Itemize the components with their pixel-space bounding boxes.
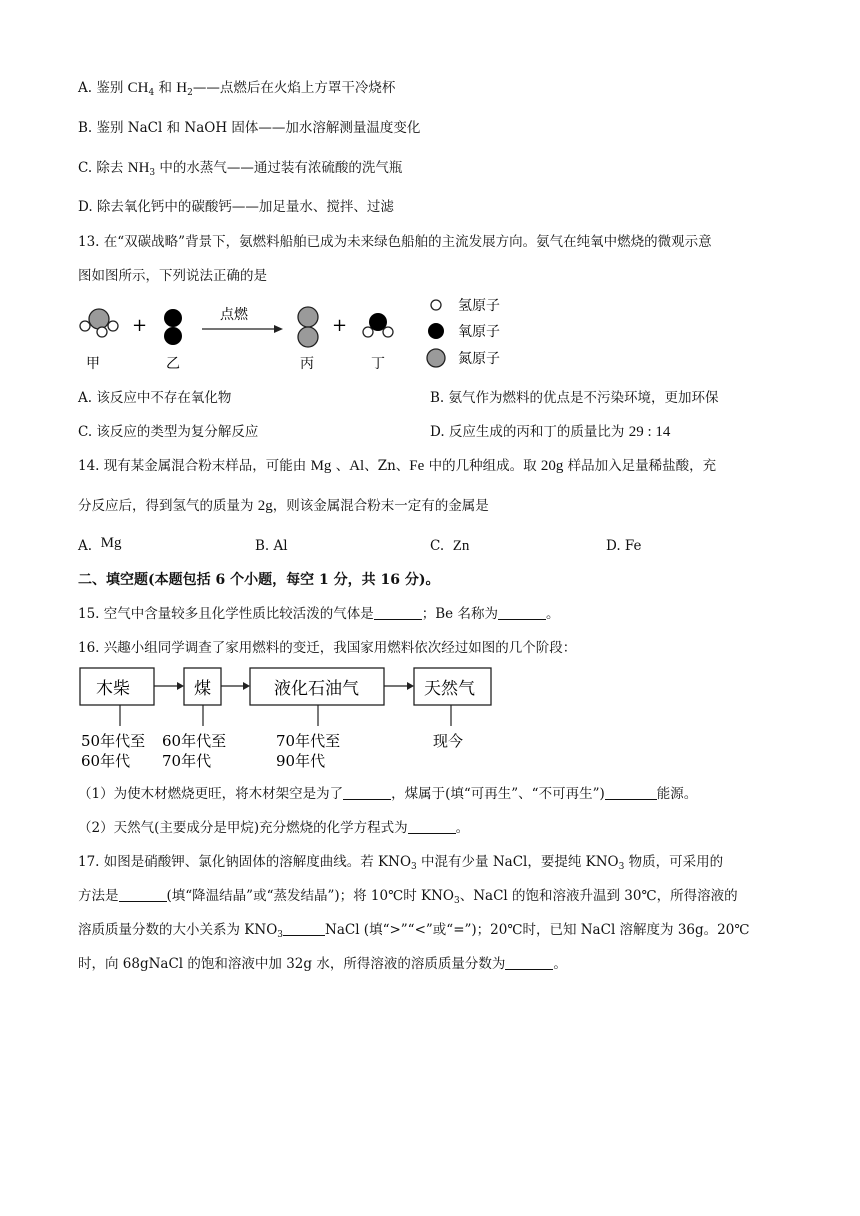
subscript-3: 3 — [618, 862, 625, 872]
mass-ratio: 29 : 14 — [628, 424, 671, 440]
q12-option-a — [78, 78, 395, 103]
option-a-suffix: ——点燃后在火焰上方罩干冷烧杯 — [192, 80, 396, 96]
q16-sub1-part2: ，煤属于(填“可再生”、“不可再生”) — [391, 786, 605, 802]
option-a-letter: A. — [78, 538, 93, 554]
period-lpg-2: 90年代 — [276, 752, 326, 770]
formula-nh3: NH — [127, 160, 150, 176]
molecule-yi-o2 — [164, 309, 182, 345]
q14-option-a — [78, 536, 121, 556]
stage-name-firewood: 木柴 — [96, 679, 130, 699]
q17-line3-part1: 溶质质量分数的大小关系为 KNO — [78, 922, 278, 938]
q15-stem — [78, 604, 559, 624]
reaction-arrowhead — [274, 325, 283, 333]
legend-nitrogen-label: 氮原子 — [458, 351, 500, 367]
molecule-ding-h2o — [363, 313, 393, 337]
period-coal-1: 60年代至 — [162, 732, 227, 750]
q12-option-c — [78, 158, 402, 183]
q14-stem-part3: 样品加入足量稀盐酸，充 — [563, 458, 717, 474]
q17-blank-1[interactable] — [119, 887, 167, 902]
q17-line1-part1: 17. 如图是硝酸钾、氯化钠固体的溶解度曲线。若 KNO — [78, 854, 412, 870]
q12-option-b: B. 鉴别 NaCl 和 NaOH 固体——加水溶解测量温度变化 — [78, 120, 421, 136]
label-bing: 丙 — [300, 356, 314, 372]
plus-sign-1: + — [132, 315, 148, 336]
q14-line2-part1: 分反应后，得到氢气的质量为 — [78, 498, 258, 514]
q12-option-d: D. 除去氧化钙中的碳酸钙——加足量水、搅拌、过滤 — [78, 199, 394, 215]
metal-fe: Fe — [409, 458, 425, 474]
period-natural-gas: 现今 — [433, 732, 464, 750]
arrow-1 — [177, 682, 184, 690]
q15-part1: 15. 空气中含量较多且化学性质比较活泼的气体是 — [78, 606, 374, 622]
q17-line3-part2: NaCl (填“>”“<”或“=”)；20℃时，已知 NaCl 溶解度为 36g。20℃ — [325, 922, 750, 938]
q17-line3 — [78, 920, 749, 945]
q13-option-a: A. 该反应中不存在氧化物 — [78, 390, 232, 406]
legend-hydrogen-label: 氢原子 — [458, 298, 500, 314]
q17-line2-part1: 方法是 — [78, 888, 119, 904]
q16-sub1-part3: 能源。 — [656, 786, 698, 802]
q17-line1 — [78, 852, 723, 877]
q16-sub2-part1: （2）天然气(主要成分是甲烷)充分燃烧的化学方程式为 — [78, 820, 408, 836]
q17-blank-2[interactable] — [283, 921, 325, 936]
q13-stem-line1: 13. 在“双碳战略”背景下，氨燃料船舶已成为未来绿色船舶的主流发展方向。氨气在纯氧中燃烧的微观示意 — [78, 234, 712, 250]
q17-line1-part2: 中混有少量 NaCl，要提纯 KNO — [416, 854, 619, 870]
q15-part3: 。 — [545, 606, 560, 622]
molecule-jia-nh3 — [80, 309, 118, 337]
q14-stem-part1: 14. 现有某金属混合粉末样品，可能由 — [78, 458, 311, 474]
q14-option-c — [430, 536, 469, 556]
period-lpg-1: 70年代至 — [276, 732, 341, 750]
q14-option-d: D. Fe — [606, 538, 642, 554]
option-c-suffix: 中的水蒸气——通过装有浓硫酸的洗气瓶 — [155, 160, 403, 176]
q17-blank-3[interactable] — [505, 955, 553, 970]
formula-ch4: CH — [127, 80, 149, 96]
period-firewood-2: 60年代 — [81, 752, 131, 770]
q13-option-c: C. 该反应的类型为复分解反应 — [78, 424, 259, 440]
q13-option-b: B. 氨气作为燃料的优点是不污染环境，更加环保 — [430, 390, 719, 406]
option-d-prefix: D. 反应生成的丙和丁的质量比为 — [430, 424, 629, 440]
q17-line4-part2: 。 — [553, 956, 567, 972]
q17-line2-part3: 、NaCl 的饱和溶液升温到 30℃，所得溶液的 — [459, 888, 738, 904]
q16-blank-3[interactable] — [408, 819, 456, 834]
q15-blank-2[interactable] — [498, 605, 546, 620]
label-jia: 甲 — [86, 356, 100, 372]
formula-nh3-subscript: 3 — [149, 168, 156, 178]
q16-fuel-timeline — [78, 664, 508, 776]
q17-line4-part1: 时，向 68gNaCl 的饱和溶液中加 32g 水，所得溶液的溶质质量分数为 — [78, 956, 506, 972]
arrow-2 — [243, 682, 250, 690]
legend-nitrogen-swatch — [427, 349, 445, 367]
q16-blank-1[interactable] — [343, 785, 391, 800]
q16-sub1 — [78, 784, 697, 804]
molecule-bing-n2 — [298, 307, 318, 347]
period-coal-2: 70年代 — [162, 752, 212, 770]
plus-sign-2: + — [332, 315, 348, 336]
sample-mass: 20g — [540, 458, 564, 474]
option-c-prefix: C. 除去 — [78, 160, 128, 176]
option-c-value: Zn — [452, 538, 470, 554]
option-c-letter: C. — [430, 538, 445, 554]
q13-option-d — [430, 422, 670, 442]
label-ding: 丁 — [371, 356, 385, 372]
metal-al: Al — [349, 458, 365, 474]
q16-stem: 16. 兴趣小组同学调查了家用燃料的变迁，我国家用燃料依次经过如图的几个阶段： — [78, 640, 577, 656]
q16-blank-2[interactable] — [605, 785, 657, 800]
q14-stem-line2 — [78, 496, 489, 516]
q15-part2: ；Be 名称为 — [421, 606, 498, 622]
subscript-3: 3 — [277, 930, 283, 940]
section-title: 二、填空题(本题包括 6 个小题，每空 1 分，共 16 分)。 — [78, 572, 440, 588]
legend-oxygen-swatch — [428, 323, 444, 339]
label-yi: 乙 — [166, 356, 180, 372]
q16-sub1-part1: （1）为使木材燃烧更旺，将木材架空是为了 — [78, 786, 344, 802]
legend — [427, 298, 500, 367]
q17-line4 — [78, 954, 567, 974]
formula-h2: H — [176, 80, 188, 96]
subscript-3: 3 — [453, 896, 460, 906]
q17-line2 — [78, 886, 738, 911]
q16-sub2-part2: 。 — [455, 820, 470, 836]
arrow-3 — [407, 682, 414, 690]
arrow-label: 点燃 — [220, 307, 248, 323]
stage-name-natural-gas: 天然气 — [424, 679, 475, 699]
q14-stem-part2: 中的几种组成。取 — [424, 458, 541, 474]
period-firewood-1: 50年代至 — [81, 732, 146, 750]
q14-option-b: B. Al — [255, 538, 288, 554]
q13-reaction-diagram — [74, 292, 534, 378]
option-a-value: Mg — [100, 535, 122, 551]
stage-name-lpg: 液化石油气 — [274, 679, 359, 699]
q14-stem-line1: 14. 现有某金属混合粉末样品，可能由 Mg 、Al、Zn、Fe 中的几种组成。取 20g 样品加入足量稀盐酸，充 — [78, 458, 717, 474]
hydrogen-mass: 2g — [257, 498, 273, 514]
metal-mg: Mg — [310, 458, 332, 474]
formula-ch4-subscript: 4 — [148, 88, 155, 98]
q14-line2-part2: ，则该金属混合粉末一定有的金属是 — [272, 498, 489, 514]
formula-h2-subscript: 2 — [187, 88, 193, 98]
legend-oxygen-label: 氧原子 — [458, 324, 500, 340]
metal-zn: Zn — [377, 458, 396, 474]
option-a-prefix: A. 鉴别 — [78, 80, 128, 96]
option-a-mid: 和 — [154, 80, 177, 96]
q16-sub2 — [78, 818, 469, 838]
q13-stem-line2: 图如图所示，下列说法正确的是 — [78, 268, 267, 284]
subscript-3: 3 — [411, 862, 417, 872]
q15-blank-1[interactable] — [374, 605, 422, 620]
q17-line1-part3: 物质，可采用的 — [624, 854, 724, 870]
legend-hydrogen-swatch — [431, 300, 441, 310]
stage-name-coal: 煤 — [194, 679, 211, 699]
q17-line2-part2: (填“降温结晶”或“蒸发结晶”)；将 10℃时 KNO — [166, 888, 454, 904]
